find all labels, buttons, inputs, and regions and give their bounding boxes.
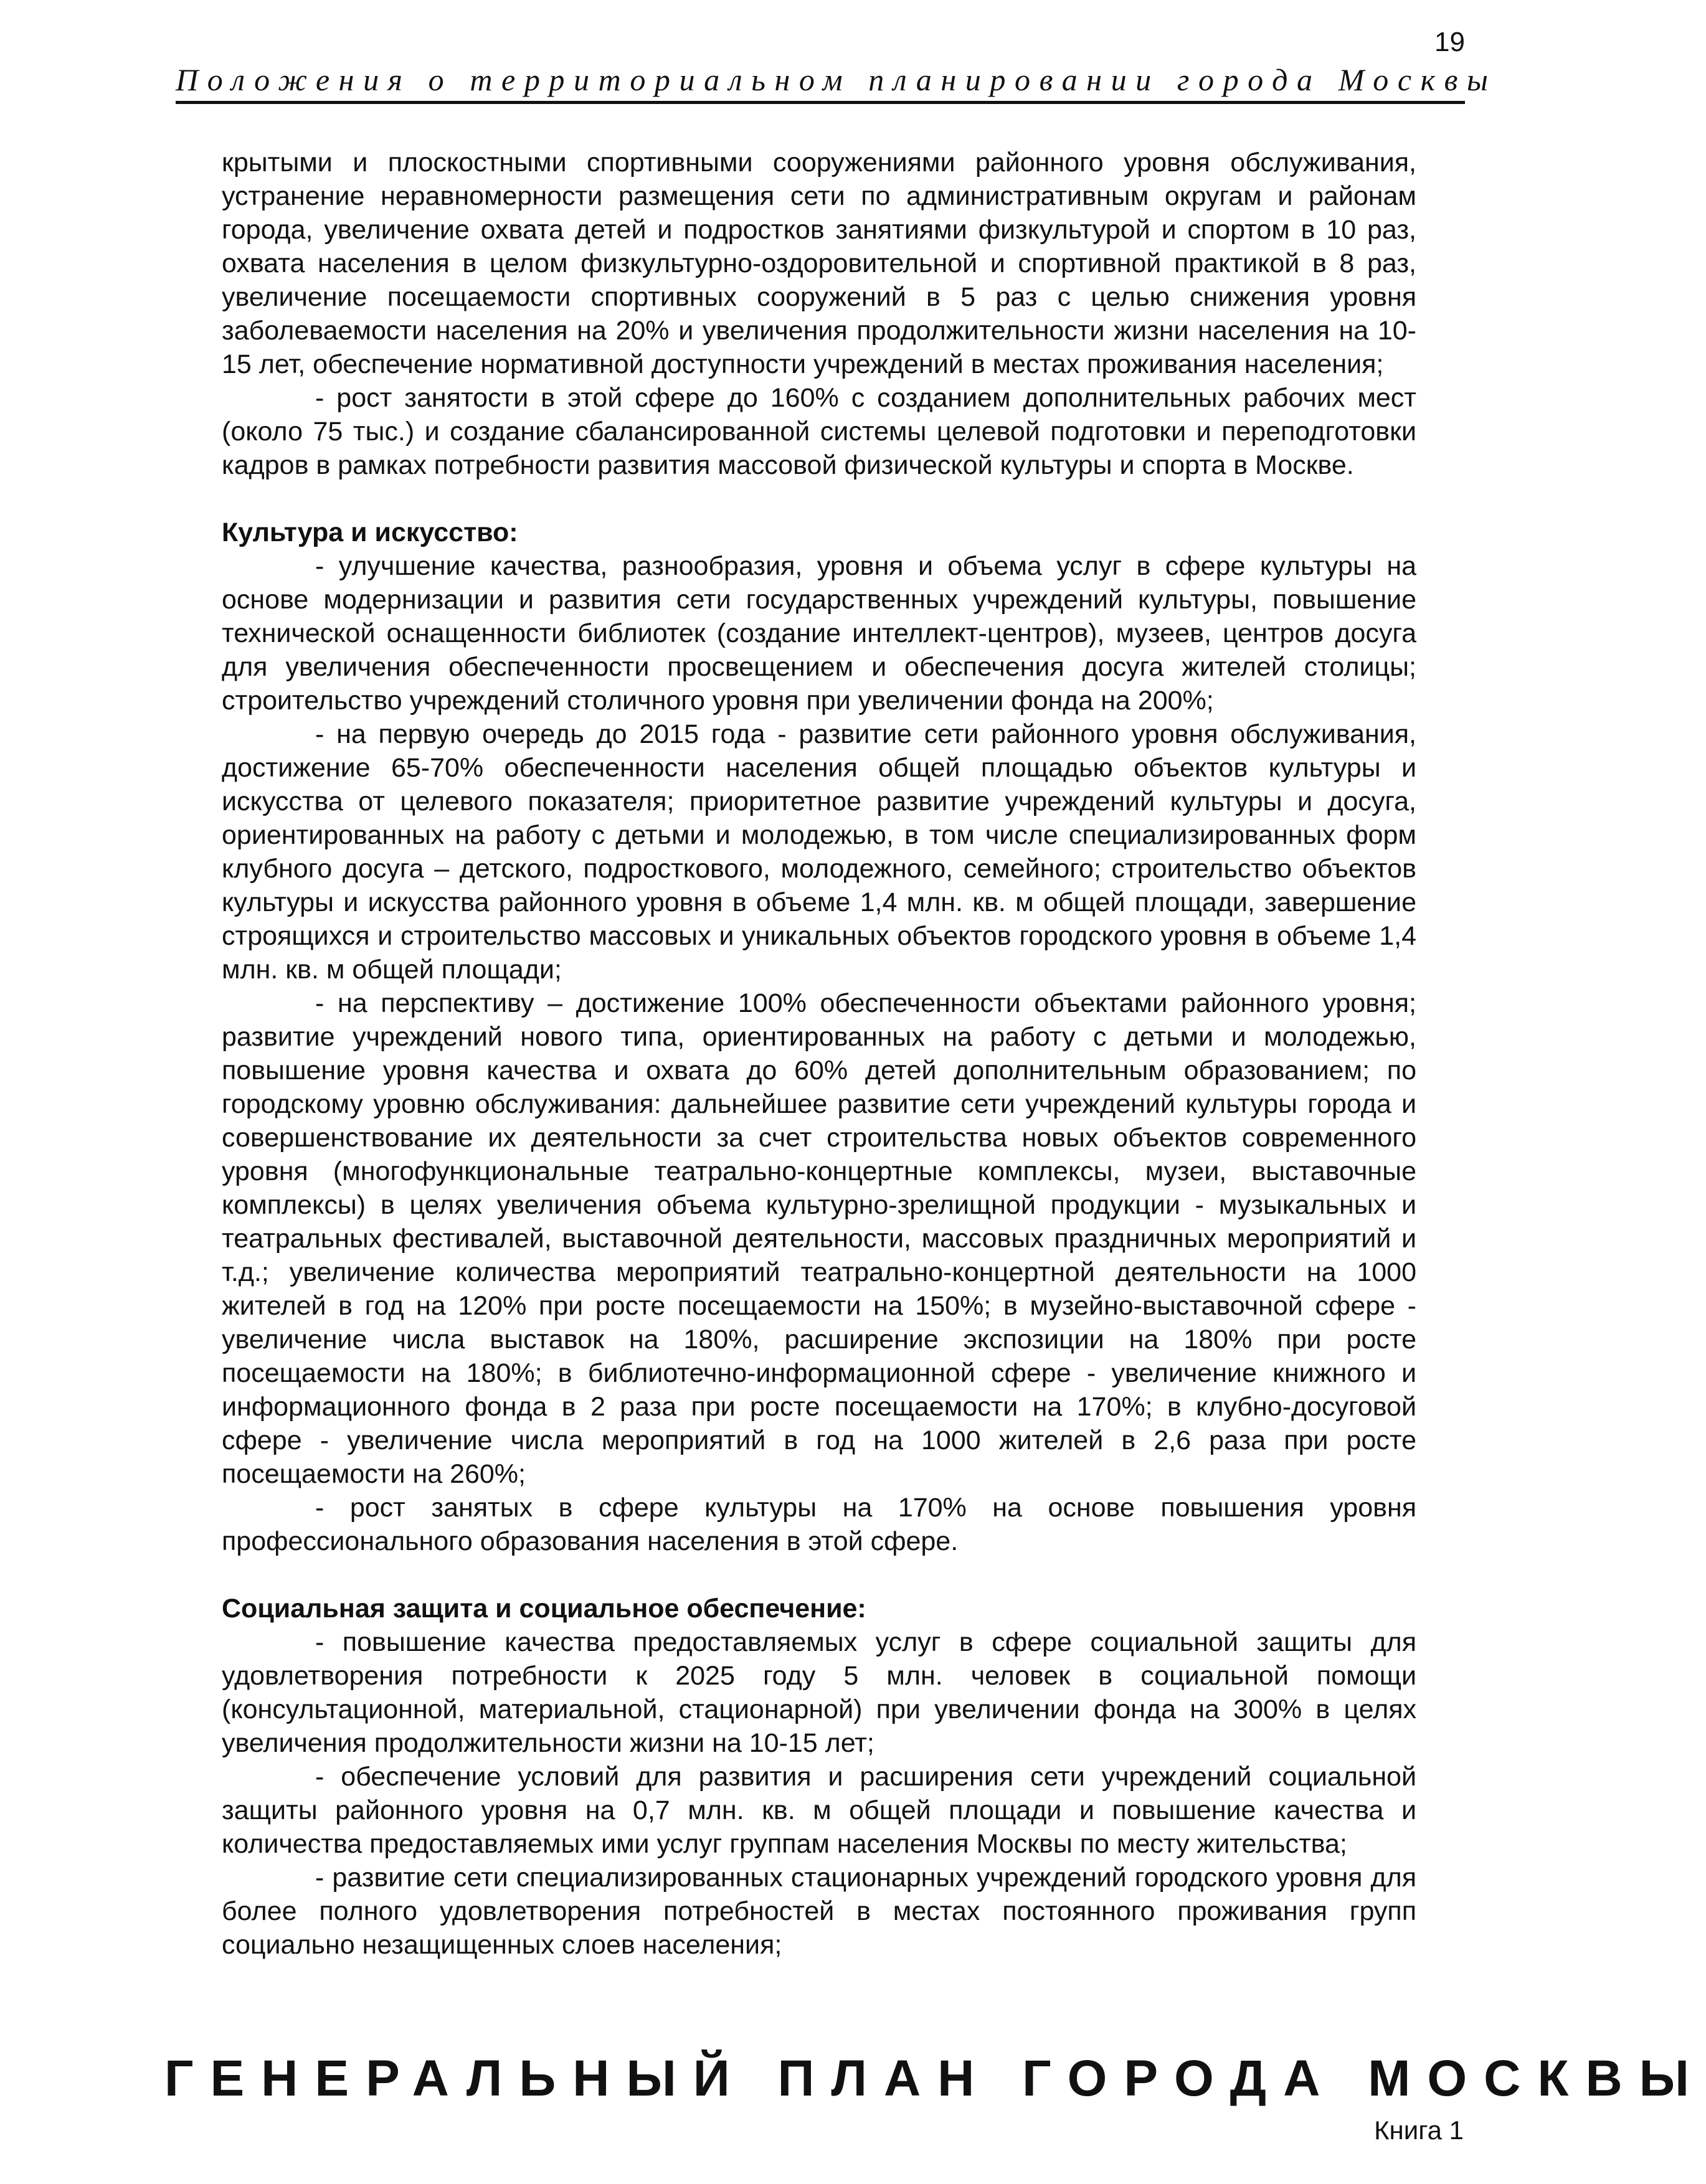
- culture-paragraph-4: - рост занятых в сфере культуры на 170% на основе повышения уровня профессионального образования населения в этой сфере.: [222, 1493, 1416, 1556]
- section-spacer: [222, 1558, 1416, 1592]
- section-heading-social: Социальная защита и социальное обеспечение:: [222, 1594, 866, 1624]
- footer-title: ГЕНЕРАЛЬНЫЙ ПЛАН ГОРОДА МОСКВЫ: [164, 2050, 1706, 2107]
- culture-paragraph-2: - на первую очередь до 2015 года - развитие сети районного уровня обслуживания, достижение 65-70% обеспеченности населения общей площадью объектов культуры и искусства от целевого показателя; приоритетное развитие учреждений культуры и досуга, ориентированных на работу с детьми и молодежью, в том числе специализированных форм клубного досуга – детского, подросткового, молодежного, семейного; строительство объектов культуры и искусства районного уровня в объеме 1,4 млн. кв. м общей площади, завершение строящихся и строительство массовых и уникальных объектов городского уровня в объеме 1,4 млн. кв. м общей площади;: [222, 719, 1416, 985]
- social-paragraph-1: - повышение качества предоставляемых услуг в сфере социальной защиты для удовлетворения потребности к 2025 году 5 млн. человек в социальной помощи (консультационной, материальной, стационарной) при увеличении фонда на 300% в целях увеличения продолжительности жизни на 10-15 лет;: [222, 1627, 1416, 1758]
- intro-paragraph-1: крытыми и плоскостными спортивными сооружениями районного уровня обслуживания, устранение неравномерности размещения сети по административным округам и районам города, увеличение охвата детей и подростков занятиями физкультурой и спортом в 10 раз, охвата населения в целом физкультурно-оздоровительной и спортивной практикой в 8 раз, увеличение посещаемости спортивных сооружений в 5 раз с целью снижения уровня заболеваемости населения на 20% и увеличения продолжительности жизни населения на 10-15 лет, обеспечение нормативной доступности учреждений в местах проживания населения;: [222, 148, 1416, 379]
- book-label: Книга 1: [1374, 2115, 1464, 2145]
- social-paragraph-3: - развитие сети специализированных стационарных учреждений городского уровня для более полного удовлетворения потребностей в местах постоянного проживания групп социально незащищенных слоев населения;: [222, 1863, 1416, 1960]
- section-spacer: [222, 482, 1416, 516]
- document-body: [222, 146, 1416, 1962]
- page-number: 19: [1434, 27, 1465, 57]
- running-title: Положения о территориальном планировании города Москвы: [176, 62, 1497, 97]
- section-heading-culture: Культура и искусство:: [222, 518, 518, 547]
- culture-paragraph-3: - на перспективу – достижение 100% обеспеченности объектами районного уровня; развитие учреждений нового типа, ориентированных на работу с детьми и молодежью, повышение уровня качества и охвата до 60% детей дополнительным образованием; по городскому уровню обслуживания: дальнейшее развитие сети учреждений культуры города и совершенствование их деятельности за счет строительства новых объектов современного уровня (многофункциональные театрально-концертные комплексы, музеи, выставочные комплексы) в целях увеличения объема культурно-зрелищной продукции - музыкальных и театральных фестивалей, выставочной деятельности, массовых праздничных мероприятий и т.д.; увеличение количества мероприятий театрально-концертной деятельности на 1000 жителей в год на 120% при росте посещаемости на 150%; в музейно-выставочной сфере - увеличение числа выставок на 180%, расширение экспозиции на 180% при росте посещаемости на 180%; в библиотечно-информационной сфере - увеличение книжного и информационного фонда в 2 раза при росте посещаемости на 170%; в клубно-досуговой сфере - увеличение числа мероприятий в год на 1000 жителей в 2,6 раза при росте посещаемости на 260%;: [222, 988, 1416, 1489]
- header-divider: [176, 101, 1465, 104]
- intro-paragraph-2: - рост занятости в этой сфере до 160% с созданием дополнительных рабочих мест (около 75 тыс.) и создание сбалансированной системы целевой подготовки и переподготовки кадров в рамках потребности развития массовой физической культуры и спорта в Москве.: [222, 383, 1416, 480]
- culture-paragraph-1: - улучшение качества, разнообразия, уровня и объема услуг в сфере культуры на основе модернизации и развития сети государственных учреждений культуры, повышение технической оснащенности библиотек (создание интеллект-центров), музеев, центров досуга для увеличения обеспеченности просвещением и обеспечения досуга жителей столицы; строительство учреждений столичного уровня при увеличении фонда на 200%;: [222, 551, 1416, 716]
- social-paragraph-2: - обеспечение условий для развития и расширения сети учреждений социальной защиты районного уровня на 0,7 млн. кв. м общей площади и повышение качества и количества предоставляемых ими услуг группам населения Москвы по месту жительства;: [222, 1762, 1416, 1859]
